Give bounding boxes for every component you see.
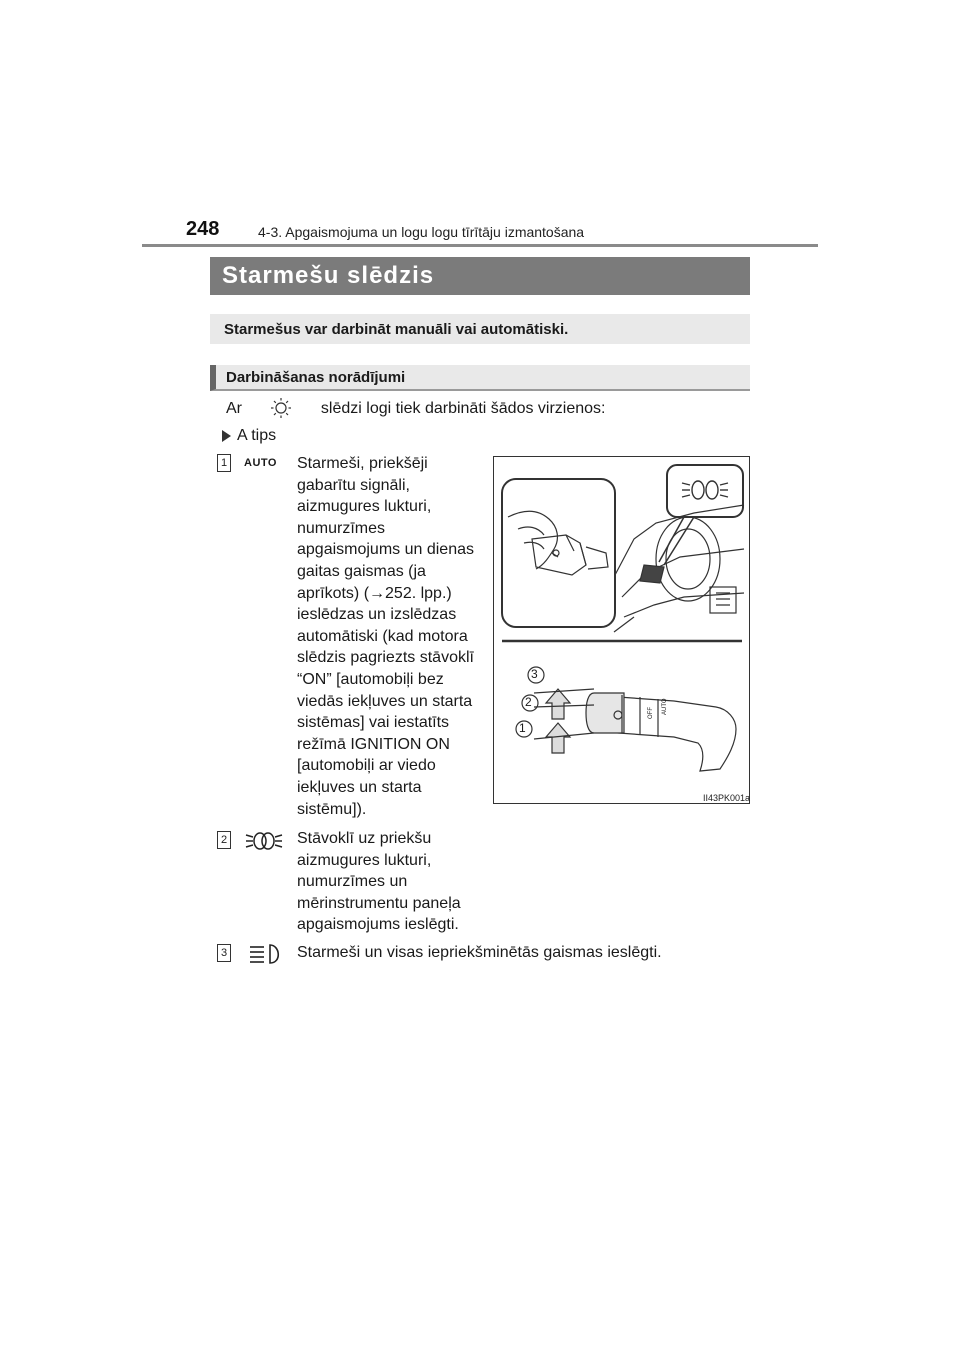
text-line: numurzīmes un — [297, 873, 408, 891]
item-3-description — [297, 942, 757, 964]
light-switch-icon — [246, 401, 316, 417]
text-line: Starmeši, priekšēji — [297, 455, 428, 472]
text-line: [automobiļi ar viedo — [297, 757, 436, 775]
text-line: “ON” [automobiļi bez — [297, 670, 444, 688]
text-line: iekļuves un starta — [297, 778, 422, 796]
type-a-label: A tips — [237, 427, 277, 444]
text-line: mērinstrumentu paneļa — [297, 894, 461, 912]
switch-illustration — [493, 456, 750, 804]
text-line: Starmeši un visas iepriekšminētās gaismas ieslēgti. — [297, 944, 662, 961]
text-line: apgaismojums un dienas — [297, 541, 474, 559]
type-a-line — [222, 425, 276, 447]
parking-lights-icon — [244, 830, 284, 857]
item-number-1: 1 — [217, 454, 231, 472]
auto-label: AUTO — [244, 457, 277, 469]
subsection-title: Darbināšanas norādījumi — [226, 368, 406, 386]
text-line: režīmā IGNITION ON — [297, 735, 450, 753]
text-line: automātiski (kad motora — [297, 627, 468, 645]
callout-3: 3 — [531, 667, 538, 681]
intro-text: Starmešus var darbināt manuāli vai automātiski. — [224, 320, 569, 338]
text-line: numurzīmes — [297, 519, 386, 537]
item-1-description — [297, 453, 497, 820]
text-line: aprīkots) (→252. lpp.) — [297, 584, 452, 602]
item-2-description — [297, 828, 497, 936]
text-line: Stāvoklī uz priekšu — [297, 830, 432, 847]
instruction-rest: slēdzi logi tiek darbināti šādos virzienos: — [320, 400, 606, 417]
header-rule — [142, 244, 818, 247]
callout-1: 1 — [519, 721, 526, 735]
text-line: sistēmu]). — [297, 800, 367, 818]
instruction-ar: Ar — [226, 400, 242, 417]
item-number-3: 3 — [217, 944, 231, 962]
text-line: sistēmas] vai iestatīts — [297, 714, 450, 732]
section-title-bar — [210, 257, 750, 295]
callout-2: 2 — [525, 695, 532, 709]
instruction-line — [226, 398, 746, 420]
page-number: 248 — [186, 218, 220, 240]
chapter-title: 4-3. Apgaismojuma un logu logu tīrītāju izmantošana — [258, 224, 585, 240]
text-line: ieslēdzas un izslēdzas — [297, 606, 457, 624]
text-line: viedās iekļuves un starta — [297, 692, 473, 710]
switch-label-auto: AUTO — [662, 698, 668, 715]
text-line: slēdzis pagriezts stāvoklī — [297, 649, 474, 667]
text-line: gabarītu signāli, — [297, 476, 410, 494]
item-number-2: 2 — [217, 831, 231, 849]
text-line: aizmugures lukturi, — [297, 851, 432, 869]
text-line: gaitas gaismas (ja — [297, 562, 426, 580]
text-line: aizmugures lukturi, — [297, 498, 432, 516]
text-line: apgaismojums ieslēgti. — [297, 916, 459, 934]
section-title: Starmešu slēdzis — [222, 262, 435, 289]
triangle-bullet-icon — [222, 430, 231, 442]
subsection-heading — [210, 365, 750, 391]
intro-box — [210, 314, 750, 344]
headlight-icon — [246, 942, 284, 971]
switch-label-off: OFF — [648, 707, 654, 719]
figure-code: II43PK001a — [703, 793, 751, 803]
